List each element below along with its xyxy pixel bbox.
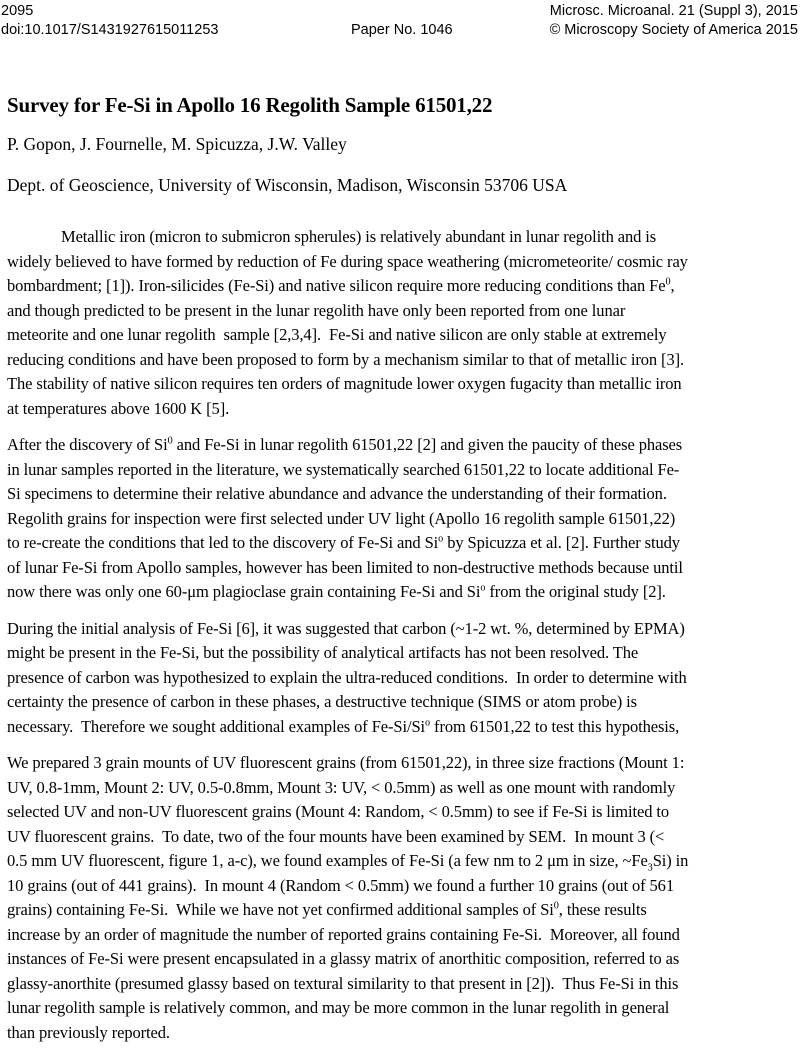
text-line: widely believed to have formed by reduction of Fe during space weathering (micrometeorite/ cosmic ray xyxy=(7,251,688,271)
text-line: Metallic iron (micron to submicron spherules) is relatively abundant in lunar regolith and is xyxy=(61,227,657,246)
text-line: selected UV and non-UV fluorescent grains (Mount 4: Random, < 0.5mm) to see if Fe-Si is limited to xyxy=(7,802,670,821)
header-doi: doi:10.1017/S1431927615011253 xyxy=(1,22,219,38)
text-line: Regolith grains for inspection were first selected under UV light (Apollo 16 regolith sample 61501,22) xyxy=(7,508,676,528)
header-paper-number: Paper No. 1046 xyxy=(351,22,453,38)
paragraph xyxy=(7,617,795,740)
text-line: lunar regolith sample is relatively common, and may be more common in the lunar regolith in general xyxy=(7,998,670,1017)
text-line: to re-create the conditions that led to the discovery of Fe-Si and Si$^o$ by Spicuzza et al. [2]. Further study xyxy=(7,533,680,552)
header-page-number: 2095 xyxy=(1,3,34,19)
affiliation: Dept. of Geoscience, University of Wisconsin, Madison, Wisconsin 53706 USA xyxy=(7,175,568,195)
abstract-body xyxy=(0,225,800,1045)
text-line: The stability of native silicon requires ten orders of magnitude lower oxygen fugacity than metallic iron xyxy=(7,374,682,393)
text-line: of lunar Fe-Si from Apollo samples, however has been limited to non-destructive methods because until xyxy=(7,557,683,577)
text-line: UV, 0.8-1mm, Mount 2: UV, 0.5-0.8mm, Mount 3: UV, < 0.5mm) as well as one mount with randomly xyxy=(7,777,676,797)
text-line: Si specimens to determine their relative abundance and advance the understanding of their formation. xyxy=(7,484,667,503)
text-line: glassy-anorthite (presumed glassy based on textural similarity to that present in [2]). Thus Fe-Si in this xyxy=(7,973,679,993)
text-line: necessary. Therefore we sought additional examples of Fe-Si/Si$^o$ from 61501,22 to test this hypothesis, xyxy=(7,716,680,736)
paper-title: Survey for Fe-Si in Apollo 16 Regolith Sample 61501,22 xyxy=(7,93,493,117)
header-row-2 xyxy=(1,21,798,40)
text-line: We prepared 3 grain mounts of UV fluorescent grains (from 61501,22), in three size fractions (Mount 1: xyxy=(7,753,685,772)
text-line: instances of Fe-Si were present encapsulated in a glassy matrix of anorthitic composition, referred to as xyxy=(7,949,680,968)
text-line: and though predicted to be present in the lunar regolith have only been reported from one lunar xyxy=(7,300,626,320)
paragraph xyxy=(7,433,795,605)
text-line: meteorite and one lunar regolith sample [2,3,4]. Fe-Si and native silicon are only stable at extremely xyxy=(7,325,667,344)
author-list: P. Gopon, J. Fournelle, M. Spicuzza, J.W. Valley xyxy=(7,134,347,154)
header-journal-ref: Microsc. Microanal. 21 (Suppl 3), 2015 xyxy=(549,3,798,19)
header-row-1 xyxy=(1,2,798,21)
text-line: now there was only one 60-μm plagioclase grain containing Fe-Si and Si$^o$ from the original study [2]. xyxy=(7,582,666,601)
text-line: at temperatures above 1600 K [5]. xyxy=(7,398,230,418)
text-line: 0.5 mm UV fluorescent, figure 1, a-c), we found examples of Fe-Si (a few nm to 2 μm in size, $\sim Fe_3Si$) in xyxy=(7,851,689,874)
text-line: bombardment; [1]). Iron-silicides (Fe-Si) and native silicon require more reducing conditions than Fe$^0$, xyxy=(7,276,675,295)
text-line: UV fluorescent grains. To date, two of the four mounts have been examined by SEM. In mount 3 (< xyxy=(7,826,665,846)
text-line: During the initial analysis of Fe-Si [6], it was suggested that carbon (~1-2 wt. %, determined by EPMA) xyxy=(7,618,685,638)
text-line: certainty the presence of carbon in these phases, a destructive technique (SIMS or atom probe) is xyxy=(7,692,637,711)
text-line: 10 grains (out of 441 grains). In mount 4 (Random < 0.5mm) we found a further 10 grains (out of 561 xyxy=(7,875,674,895)
text-line: After the discovery of Si$^0$ and Fe-Si in lunar regolith 61501,22 [2] and given the paucity of these phases xyxy=(7,435,683,454)
header-copyright: © Microscopy Society of America 2015 xyxy=(549,22,798,38)
paragraph xyxy=(7,751,795,1045)
text-line: grains) containing Fe-Si. While we have not yet confirmed additional samples of Si$^0$, these results xyxy=(7,900,647,919)
text-line: might be present in the Fe-Si, but the possibility of analytical artifacts has not been resolved. The xyxy=(7,643,639,662)
paragraph xyxy=(7,225,795,421)
text-line: in lunar samples reported in the literature, we systematically searched 61501,22 to locate additional Fe- xyxy=(7,459,680,479)
text-line: increase by an order of magnitude the number of reported grains containing Fe-Si. Moreover, all found xyxy=(7,924,680,944)
journal-header xyxy=(0,0,800,40)
text-line: than previously reported. xyxy=(7,1022,170,1042)
text-line: presence of carbon was hypothesized to explain the ultra-reduced conditions. In order to determine with xyxy=(7,667,687,687)
text-line: reducing conditions and have been proposed to form by a mechanism similar to that of metallic iron [3]. xyxy=(7,349,685,369)
